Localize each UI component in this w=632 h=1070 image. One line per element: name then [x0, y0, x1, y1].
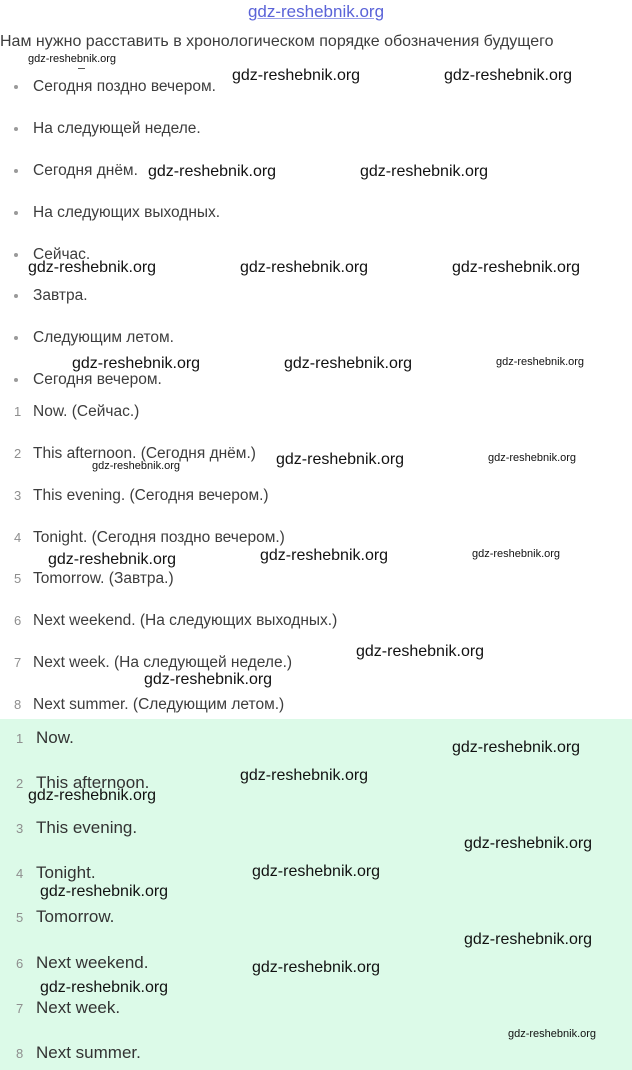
watermark: gdz-reshebnik.org: [40, 979, 169, 996]
item-number: 6: [14, 613, 22, 628]
answer-item: [16, 862, 96, 885]
answer-text: Next weekend.: [36, 953, 149, 972]
bullet-item: [14, 370, 162, 390]
watermark: gdz-reshebnik.org: [28, 259, 157, 276]
bullet-item: [14, 77, 216, 97]
bullet-item: [14, 286, 88, 306]
answer-item: [16, 727, 74, 750]
bullet-text: На следующих выходных.: [33, 204, 221, 221]
answer-number: 7: [16, 1001, 24, 1016]
answer-item: [16, 997, 120, 1020]
item-number: 1: [14, 404, 22, 419]
watermark: gdz-reshebnik.org: [252, 959, 381, 976]
watermark: gdz-reshebnik.org: [144, 671, 273, 688]
answer-number: 5: [16, 910, 24, 925]
watermark: gdz-reshebnik.org: [40, 883, 169, 900]
bullet-text: Сегодня поздно вечером.: [33, 78, 216, 95]
watermark: gdz-reshebnik.org: [28, 787, 157, 804]
answer-number: 8: [16, 1046, 24, 1061]
watermark: gdz-reshebnik.org: [28, 53, 117, 65]
answer-item: [16, 906, 114, 929]
answer-number: 6: [16, 956, 24, 971]
watermark: gdz-reshebnik.org: [444, 67, 573, 84]
bullet-dot-icon: [14, 211, 18, 215]
bullet-dot-icon: [14, 336, 18, 340]
watermark: gdz-reshebnik.org: [240, 767, 369, 784]
answer-number: 3: [16, 821, 24, 836]
item-number: 7: [14, 655, 22, 670]
item-text: Tonight. (Сегодня поздно вечером.): [33, 529, 285, 546]
item-number: 2: [14, 446, 22, 461]
watermark: gdz-reshebnik.org: [356, 643, 485, 660]
watermark: gdz-reshebnik.org: [276, 451, 405, 468]
item-number: 3: [14, 488, 22, 503]
answer-number: 2: [16, 776, 24, 791]
list-item: [14, 486, 269, 506]
watermark: gdz-reshebnik.org: [472, 548, 561, 560]
item-text: Next weekend. (На следующих выходных.): [33, 612, 338, 629]
list-item: [14, 611, 337, 631]
bullet-dot-icon: [14, 253, 18, 257]
answer-item: [16, 817, 137, 840]
item-number: 8: [14, 697, 22, 712]
item-number: 4: [14, 530, 22, 545]
answer-text: Tonight.: [36, 863, 96, 882]
watermark: gdz-reshebnik.org: [252, 863, 381, 880]
item-text: Tomorrow. (Завтра.): [33, 570, 174, 587]
bullet-text: Сейчас.: [33, 246, 91, 263]
bullet-text: На следующей неделе.: [33, 120, 201, 137]
list-item: [14, 695, 284, 715]
watermark: gdz-reshebnik.org: [48, 551, 177, 568]
answer-item: [16, 1042, 141, 1065]
answer-text: Next week.: [36, 998, 121, 1017]
watermark: gdz-reshebnik.org: [464, 835, 593, 852]
bullet-text: Завтра.: [33, 287, 88, 304]
bullet-item: [14, 328, 174, 348]
answer-number: 4: [16, 866, 24, 881]
watermark: gdz-reshebnik.org: [488, 452, 577, 464]
intro-text: Нам нужно расставить в хронологическом порядке обозначения будущего: [0, 33, 554, 50]
bullet-text: Следующим летом.: [33, 329, 174, 346]
bullet-text: Сегодня вечером.: [33, 371, 162, 388]
answer-text: This afternoon.: [36, 773, 150, 792]
bullet-dot-icon: [14, 294, 18, 298]
item-text: This afternoon. (Сегодня днём.): [33, 445, 256, 462]
watermark: gdz-reshebnik.org: [260, 547, 389, 564]
list-item: [14, 528, 285, 548]
bullet-item: [14, 203, 220, 223]
watermark: gdz-reshebnik.org: [72, 355, 201, 372]
answer-text: This evening.: [36, 818, 138, 837]
bullet-item: [14, 161, 138, 181]
item-text: Next summer. (Следующим летом.): [33, 696, 285, 713]
answer-text: Now.: [36, 728, 74, 747]
site-header-link[interactable]: gdz-reshebnik.org: [247, 2, 385, 21]
item-text: This evening. (Сегодня вечером.): [33, 487, 269, 504]
item-text: Next week. (На следующей неделе.): [33, 654, 293, 671]
list-item: [14, 653, 292, 673]
watermark: gdz-reshebnik.org: [240, 259, 369, 276]
bullet-dot-icon: [14, 169, 18, 173]
answer-text: Next summer.: [36, 1043, 141, 1062]
watermark: gdz-reshebnik.org: [92, 460, 181, 472]
answer-number: 1: [16, 731, 24, 746]
bullet-text: Сегодня днём.: [33, 162, 138, 179]
watermark: gdz-reshebnik.org: [232, 67, 361, 84]
dash-mark: [78, 68, 85, 69]
watermark: gdz-reshebnik.org: [284, 355, 413, 372]
bullet-dot-icon: [14, 85, 18, 89]
item-number: 5: [14, 571, 22, 586]
list-item: [14, 402, 139, 422]
watermark: gdz-reshebnik.org: [148, 163, 277, 180]
watermark: gdz-reshebnik.org: [508, 1028, 597, 1040]
watermark: gdz-reshebnik.org: [360, 163, 489, 180]
answer-item: [16, 952, 148, 975]
answer-text: Tomorrow.: [36, 907, 115, 926]
list-item: [14, 569, 174, 589]
item-text: Now. (Сейчас.): [33, 403, 140, 420]
watermark: gdz-reshebnik.org: [452, 739, 581, 756]
watermark: gdz-reshebnik.org: [464, 931, 593, 948]
watermark: gdz-reshebnik.org: [452, 259, 581, 276]
bullet-item: [14, 119, 201, 139]
watermark: gdz-reshebnik.org: [496, 356, 585, 368]
bullet-dot-icon: [14, 378, 18, 382]
bullet-dot-icon: [14, 127, 18, 131]
